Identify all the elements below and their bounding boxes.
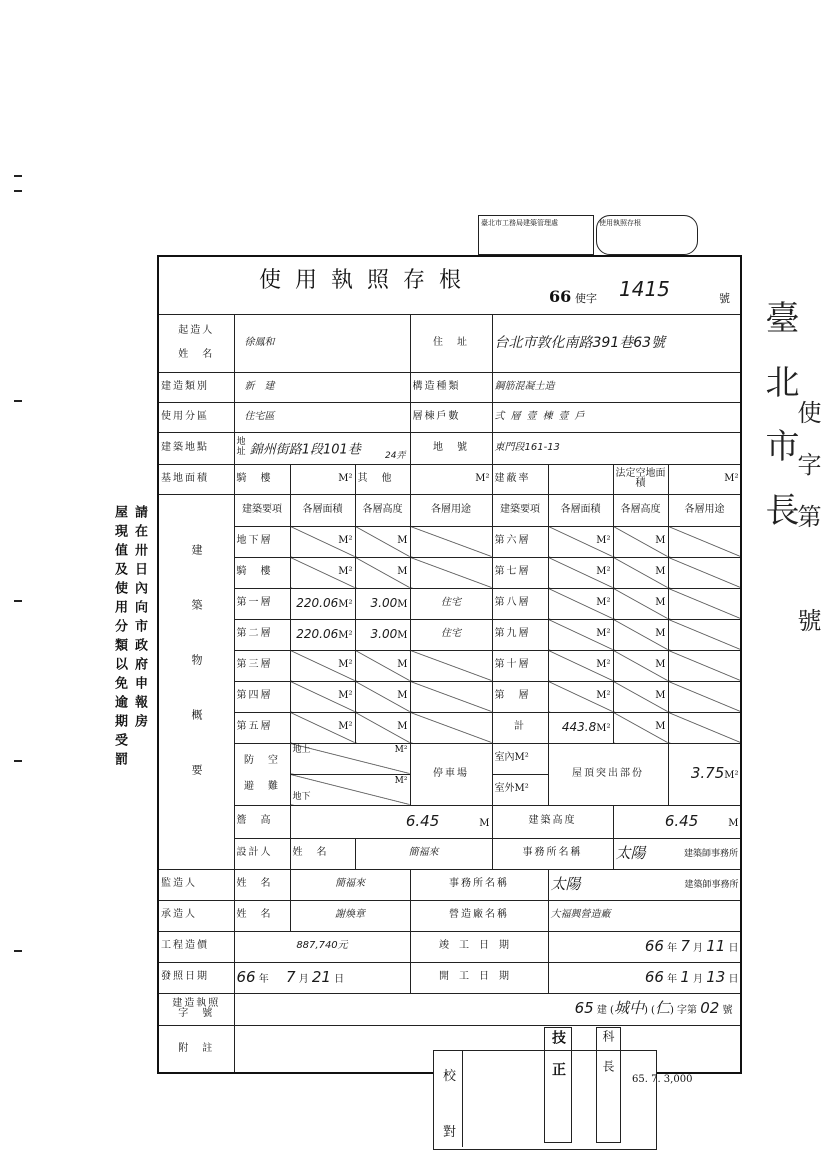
- area-row: [158, 464, 741, 494]
- floor-left-area-unit: M²: [338, 690, 353, 702]
- h-height-left: 各層高度: [355, 494, 410, 526]
- floor-left-name: 第一層: [234, 588, 290, 619]
- floor-left-use: [410, 526, 492, 557]
- floor-right-height: [613, 712, 668, 743]
- location-addr-tag: 地址: [236, 437, 246, 457]
- zoning-value: 住宅區: [234, 402, 410, 432]
- stamp-chief: 科長: [596, 1027, 621, 1143]
- issue-year-unit: 年: [258, 973, 269, 985]
- side-right-col2: 使字第 號: [793, 400, 821, 660]
- title-row: [158, 256, 741, 314]
- contractor-name-label: 姓 名: [234, 900, 290, 931]
- lot-value: 東門段161-13: [492, 432, 741, 464]
- floor-left-area: [290, 526, 355, 557]
- designer-row: [158, 838, 741, 869]
- issue-label: 發照日期: [158, 962, 234, 993]
- floor-left-use: [410, 712, 492, 743]
- shelter-label-2: 避 難: [244, 781, 280, 792]
- margin-tick: [14, 600, 22, 602]
- floor-left-name: 第三層: [234, 650, 290, 681]
- floor-right-area: [548, 557, 613, 588]
- structure-value: 鋼筋混凝土造: [492, 372, 741, 402]
- floor-row: [158, 526, 741, 557]
- margin-tick: [14, 190, 22, 192]
- stamp-engineer: 技正: [544, 1027, 572, 1143]
- floor-right-name: 計: [492, 712, 548, 743]
- completion-month: 7: [680, 936, 690, 955]
- h-area-right: 各層面積: [548, 494, 613, 526]
- permit-label-2: 字 號: [178, 1008, 215, 1019]
- applicant-label-2: 姓 名: [178, 349, 215, 360]
- building-type-label: 建造類別: [158, 372, 234, 402]
- floor-right-area: [548, 526, 613, 557]
- floor-left-height: [355, 557, 410, 588]
- supervisor-row: [158, 869, 741, 900]
- permit-district: 城中: [613, 999, 644, 1018]
- permit-jian: 建: [596, 1005, 607, 1017]
- floor-row: [158, 557, 741, 588]
- issue-day: 21: [311, 967, 331, 986]
- floor-left-area: [290, 588, 355, 619]
- applicant-name: 徐鳳和: [234, 314, 410, 372]
- issue-month: 7: [285, 967, 296, 986]
- supervisor-office: 太陽: [550, 874, 581, 893]
- supervisor-role: 監造人: [158, 869, 234, 900]
- floor-left-height: [355, 712, 410, 743]
- floor-right-height: [613, 650, 668, 681]
- structure-label: 構造種類: [410, 372, 492, 402]
- h-area-left: 各層面積: [290, 494, 355, 526]
- shelter-below-unit: M²: [394, 775, 408, 786]
- issue-day-unit: 日: [334, 973, 345, 985]
- floor-left-area-unit: M²: [338, 629, 353, 641]
- floor-left-height-unit: M: [397, 598, 408, 610]
- start-month: 1: [680, 967, 690, 986]
- floor-left-height-unit: M: [397, 629, 408, 641]
- permit-paren2: 仁: [654, 999, 670, 1018]
- floor-right-use: [668, 712, 741, 743]
- applicant-address: 台北市敦化南路391巷63號: [492, 314, 741, 372]
- floor-left-area-unit: M²: [338, 659, 353, 671]
- floor-right-use: [668, 557, 741, 588]
- issue-year: 66: [236, 967, 256, 986]
- supervisor-office-suffix: 建築師事務所: [684, 879, 739, 890]
- zoning-label: 使用分區: [158, 402, 234, 432]
- floor-right-area-unit: M²: [596, 535, 611, 547]
- floor-right-height: [613, 557, 668, 588]
- form-title: 使用執照存根: [259, 268, 476, 293]
- supervisor-office-label: 事務所名稱: [410, 869, 548, 900]
- floor-right-height-unit: M: [655, 566, 666, 578]
- building-height-label: 建築高度: [492, 805, 613, 838]
- floor-left-height-value: 3.00: [370, 595, 398, 610]
- start-year-unit: 年: [667, 973, 678, 985]
- permit-label-1: 建造執照: [172, 997, 221, 1009]
- floor-left-use: [410, 650, 492, 681]
- floor-left-height: [355, 619, 410, 650]
- designer-name: 簡福來: [355, 838, 492, 869]
- floor-right-use: [668, 650, 741, 681]
- lot-label: 地 號: [410, 432, 492, 464]
- contractor-name: 謝煥章: [290, 900, 410, 931]
- side-right-col1: 臺北市長: [759, 300, 799, 556]
- completion-year: 66: [644, 936, 664, 955]
- top-stamp-right: [596, 215, 698, 255]
- permit-year: 65: [574, 999, 594, 1018]
- floor-right-area-unit: M²: [596, 628, 611, 640]
- parking-outdoor-unit: M²: [514, 783, 529, 795]
- top-stamp-left-text: 臺北市工務局建築管理處: [481, 219, 558, 227]
- start-year: 66: [644, 967, 664, 986]
- h-item-left: 建築要項: [234, 494, 290, 526]
- floor-right-area-unit: M²: [596, 690, 611, 702]
- completion-day-unit: 日: [728, 942, 739, 954]
- floor-left-use: [410, 681, 492, 712]
- floor-left-area-unit: M²: [338, 566, 353, 578]
- floor-left-height-unit: M: [397, 659, 408, 671]
- floor-left-area: [290, 619, 355, 650]
- contractor-role: 承造人: [158, 900, 234, 931]
- floor-left-name: 第四層: [234, 681, 290, 712]
- start-label: 開工日期: [410, 962, 548, 993]
- roof-value: 3.75: [690, 764, 725, 783]
- floor-right-height-unit: M: [655, 535, 666, 547]
- completion-month-unit: 月: [693, 942, 704, 954]
- floor-right-use: [668, 588, 741, 619]
- shelter-label-1: 防 空: [244, 754, 280, 766]
- floor-left-height: [355, 650, 410, 681]
- side-notice-col2: 屋現值及使用分類以免逾期受罰: [112, 505, 127, 771]
- applicant-row: [158, 314, 741, 372]
- floor-right-use: [668, 526, 741, 557]
- side-notice-col1: 請在卅日內向市政府申報房: [132, 505, 147, 733]
- permit-zi: 字第: [677, 1005, 698, 1017]
- shelter-above-label: 地上: [292, 744, 311, 755]
- floor-right-area-unit: M²: [596, 659, 611, 671]
- floor-row: [158, 650, 741, 681]
- completion-year-unit: 年: [667, 942, 678, 954]
- floor-left-name: 第二層: [234, 619, 290, 650]
- eave-unit: M: [479, 817, 490, 829]
- location-label: 建築地點: [158, 432, 234, 464]
- shelter-above-unit: M²: [394, 744, 408, 755]
- floor-right-area: [548, 712, 613, 743]
- roof-label: 屋頂突出部份: [548, 743, 668, 805]
- parking-label: 停車場: [410, 743, 492, 805]
- proof-label-col: [436, 1051, 463, 1147]
- floor-right-name: 第八層: [492, 588, 548, 619]
- coverage-label: 建蔽率: [492, 464, 548, 494]
- floor-left-height-unit: M: [397, 690, 408, 702]
- floor-left-use: [410, 557, 492, 588]
- eave-row: [158, 805, 741, 838]
- floor-left-area: [290, 712, 355, 743]
- issue-row: [158, 962, 741, 993]
- floor-right-area: [548, 619, 613, 650]
- floor-left-name: 第五層: [234, 712, 290, 743]
- floor-row: [158, 588, 741, 619]
- address-label: 住 址: [410, 314, 492, 372]
- margin-tick: [14, 175, 22, 177]
- margin-tick: [14, 950, 22, 952]
- designer-office-suffix: 建築師事務所: [684, 848, 739, 859]
- h-height-right: 各層高度: [613, 494, 668, 526]
- zoning-row: [158, 402, 741, 432]
- floor-left-height: [355, 681, 410, 712]
- building-height-unit: M: [728, 817, 739, 829]
- summary-vertical-label: 建築物概要: [190, 544, 204, 819]
- floor-right-height: [613, 588, 668, 619]
- floor-right-height: [613, 526, 668, 557]
- open-space-label: 法定空地面積: [613, 464, 668, 494]
- proof-label-1: 校: [443, 1069, 457, 1084]
- floors-count-label: 層棟戶數: [410, 402, 492, 432]
- start-day-unit: 日: [728, 973, 739, 985]
- floor-right-name: 第七層: [492, 557, 548, 588]
- start-month-unit: 月: [693, 973, 704, 985]
- floor-left-use: 住宅: [410, 619, 492, 650]
- contractor-company-label: 營造廠名稱: [410, 900, 548, 931]
- shelter-below-label: 地下: [292, 792, 311, 803]
- floor-left-height-value: 3.00: [370, 626, 398, 641]
- h-use-left: 各層用途: [410, 494, 492, 526]
- floor-left-area-unit: M²: [338, 535, 353, 547]
- building-type-value: 新 建: [234, 372, 410, 402]
- arcade-unit: M²: [290, 464, 355, 494]
- building-type-row: [158, 372, 741, 402]
- roof-unit: M²: [724, 770, 739, 782]
- permit-hao: 號: [722, 1005, 733, 1017]
- arcade-label: 騎 樓: [234, 464, 290, 494]
- floor-row: [158, 681, 741, 712]
- floor-right-name: 第六層: [492, 526, 548, 557]
- parking-indoor-unit: M²: [514, 752, 529, 764]
- contractor-row: [158, 900, 741, 931]
- location-address-sub: 24弄: [385, 451, 406, 462]
- cost-label: 工程造價: [158, 931, 234, 962]
- h-item-right: 建築要項: [492, 494, 548, 526]
- floor-right-name: 第九層: [492, 619, 548, 650]
- floor-left-use: 住宅: [410, 588, 492, 619]
- floor-right-area: [548, 650, 613, 681]
- floor-right-area-unit: M²: [596, 597, 611, 609]
- proof-label-2: 對: [443, 1125, 457, 1140]
- floor-left-area-value: 220.06: [296, 595, 339, 610]
- floor-right-height: [613, 681, 668, 712]
- floor-right-height-unit: M: [655, 628, 666, 640]
- floor-right-height: [613, 619, 668, 650]
- shelter-row-1: [158, 743, 741, 774]
- designer-office-label: 事務所名稱: [492, 838, 613, 869]
- floor-right-height-unit: M: [655, 659, 666, 671]
- permit-num: 02: [700, 999, 720, 1018]
- floor-left-height: [355, 526, 410, 557]
- eave-value: 6.45: [405, 811, 440, 830]
- completion-day: 11: [706, 936, 726, 955]
- header-year: 66: [549, 287, 572, 306]
- floor-left-area: [290, 650, 355, 681]
- header-prefix: 使字: [575, 292, 597, 305]
- floor-row: [158, 712, 741, 743]
- cost-value: 887,740元: [234, 931, 410, 962]
- top-stamp-right-text: 使用執照存根: [599, 219, 641, 227]
- floor-right-area-unit: M²: [596, 722, 611, 734]
- floor-left-area-unit: M²: [338, 598, 353, 610]
- floor-right-area: [548, 681, 613, 712]
- floor-left-area: [290, 557, 355, 588]
- building-height-value: 6.45: [664, 811, 699, 830]
- permit-row: 建造執照 字 號 65 建 (城中) (仁) 字第 02 號: [158, 993, 741, 1025]
- floor-left-name: 地下層: [234, 526, 290, 557]
- header-suffix: 號: [719, 292, 730, 305]
- floor-left-area-value: 220.06: [296, 626, 339, 641]
- open-space-unit: M²: [668, 464, 741, 494]
- designer-name-label: 姓 名: [290, 838, 355, 869]
- total-area-value: 443.8: [561, 719, 597, 734]
- note-label: 附 註: [158, 1025, 234, 1073]
- supervisor-name: 簡福來: [290, 869, 410, 900]
- floor-left-name: 騎 樓: [234, 557, 290, 588]
- floor-right-name: 第十層: [492, 650, 548, 681]
- proof-box: [433, 1030, 657, 1150]
- designer-office: 太陽: [615, 843, 646, 862]
- header-number: 1415: [619, 277, 670, 301]
- margin-tick: [14, 760, 22, 762]
- floor-right-area: [548, 588, 613, 619]
- floor-right-height-unit: M: [655, 721, 666, 733]
- permit-form: [157, 255, 742, 1074]
- summary-header-row: [158, 494, 741, 526]
- designer-role: 設計人: [234, 838, 290, 869]
- supervisor-name-label: 姓 名: [234, 869, 290, 900]
- parking-outdoor-label: 室外: [494, 783, 515, 795]
- floor-left-height-unit: M: [397, 566, 408, 578]
- base-area-label: 基地面積: [158, 464, 234, 494]
- start-day: 13: [706, 967, 726, 986]
- issue-month-unit: 月: [298, 973, 309, 985]
- other-unit: M²: [410, 464, 492, 494]
- eave-label: 簷 高: [234, 805, 290, 838]
- floor-left-height-unit: M: [397, 535, 408, 547]
- cost-row: [158, 931, 741, 962]
- h-use-right: 各層用途: [668, 494, 741, 526]
- parking-indoor-label: 室內: [494, 752, 515, 764]
- completion-label: 竣工日期: [410, 931, 548, 962]
- margin-tick: [14, 400, 22, 402]
- contractor-company: 大福興營造廠: [548, 900, 741, 931]
- other-label: 其 他: [355, 464, 410, 494]
- floor-right-use: [668, 619, 741, 650]
- floor-left-area-unit: M²: [338, 721, 353, 733]
- floor-right-area-unit: M²: [596, 566, 611, 578]
- floor-right-height-unit: M: [655, 690, 666, 702]
- floor-right-use: [668, 681, 741, 712]
- floor-right-name: 第 層: [492, 681, 548, 712]
- top-stamp-left: [478, 215, 594, 255]
- floor-left-height-unit: M: [397, 721, 408, 733]
- floor-right-height-unit: M: [655, 597, 666, 609]
- applicant-label-1: 起造人: [178, 324, 215, 336]
- location-address: 錦州街路1段101巷: [249, 442, 361, 458]
- floor-row: [158, 619, 741, 650]
- print-mark: 65. 7. 3,000: [632, 1074, 693, 1085]
- floors-count-value: 弍層壹棟壹戶: [492, 402, 741, 432]
- floor-left-area: [290, 681, 355, 712]
- floor-left-height: [355, 588, 410, 619]
- coverage-value: [548, 464, 613, 494]
- location-row: [158, 432, 741, 464]
